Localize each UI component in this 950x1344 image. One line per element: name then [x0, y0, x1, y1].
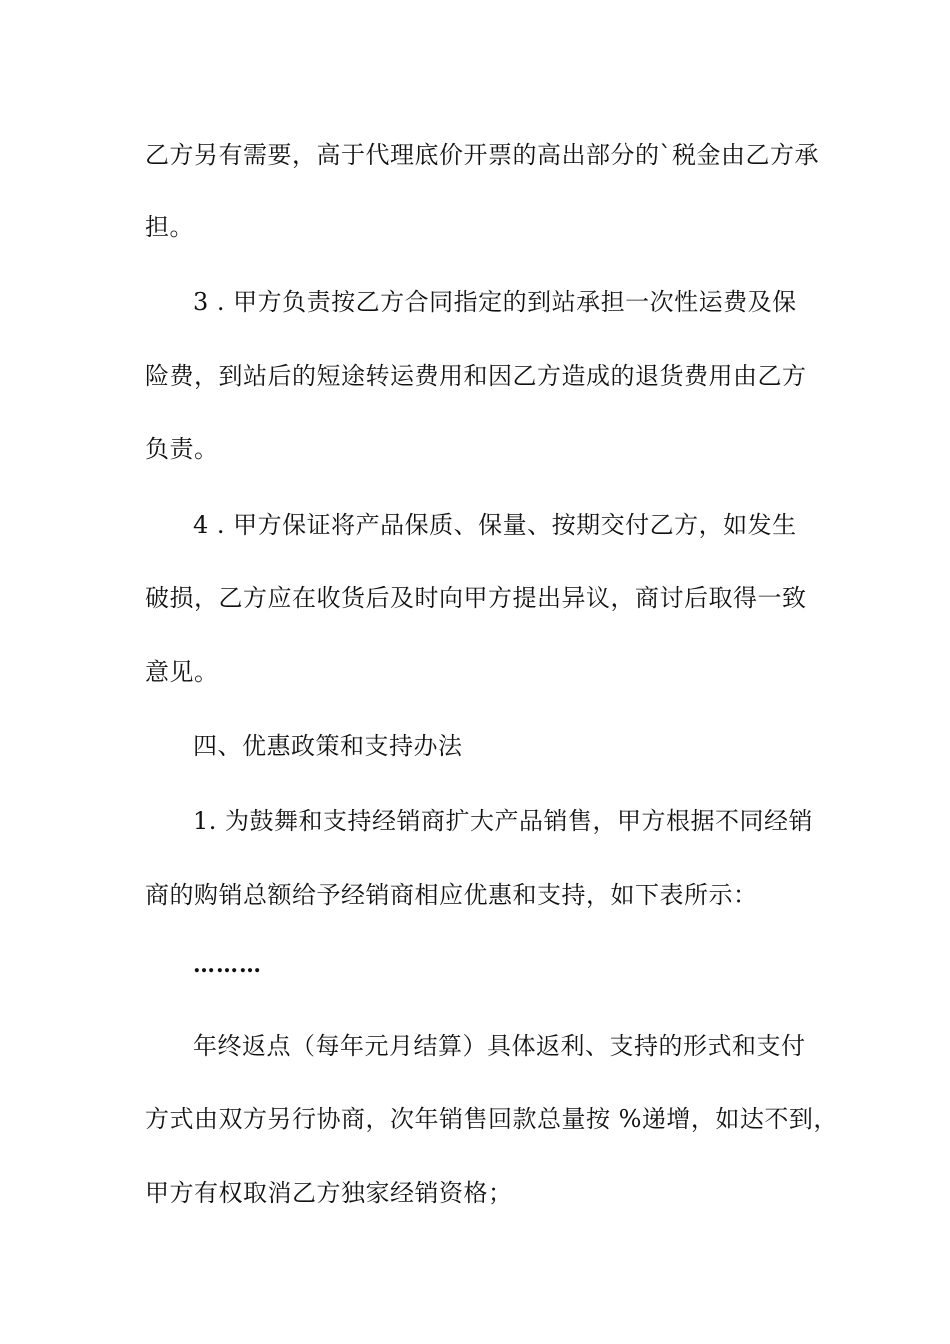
paragraph-line: 险费，到站后的短途转运费用和因乙方造成的退货费用由乙方 — [145, 362, 807, 390]
paragraph-line: 方式由双方另行协商，次年销售回款总量按 %递增，如达不到， — [145, 1105, 838, 1133]
paragraph-line: 年终返点（每年元月结算）具体返利、支持的形式和支付 — [193, 1032, 806, 1060]
paragraph-line: 负责。 — [145, 435, 219, 463]
paragraph-line: 意见。 — [145, 658, 219, 686]
paragraph-line: 破损，乙方应在收货后及时向甲方提出异议，商讨后取得一致 — [145, 584, 807, 612]
paragraph-line: 担。 — [145, 213, 194, 241]
paragraph-line: 商的购销总额给予经销商相应优惠和支持，如下表所示： — [145, 881, 758, 909]
ellipsis: ……… — [193, 952, 262, 978]
clause-3-line: 3 . 甲方负责按乙方合同指定的到站承担一次性运费及保 — [193, 288, 797, 316]
section-heading: 四、优惠政策和支持办法 — [193, 732, 463, 760]
clause-1-line: 1. 为鼓舞和支持经销商扩大产品销售，甲方根据不同经销 — [193, 807, 814, 835]
paragraph-line: 乙方另有需要，高于代理底价开票的高出部分的`税金由乙方承 — [145, 141, 819, 169]
clause-4-line: 4 . 甲方保证将产品保质、保量、按期交付乙方，如发生 — [193, 511, 797, 539]
paragraph-line: 甲方有权取消乙方独家经销资格； — [145, 1179, 513, 1207]
